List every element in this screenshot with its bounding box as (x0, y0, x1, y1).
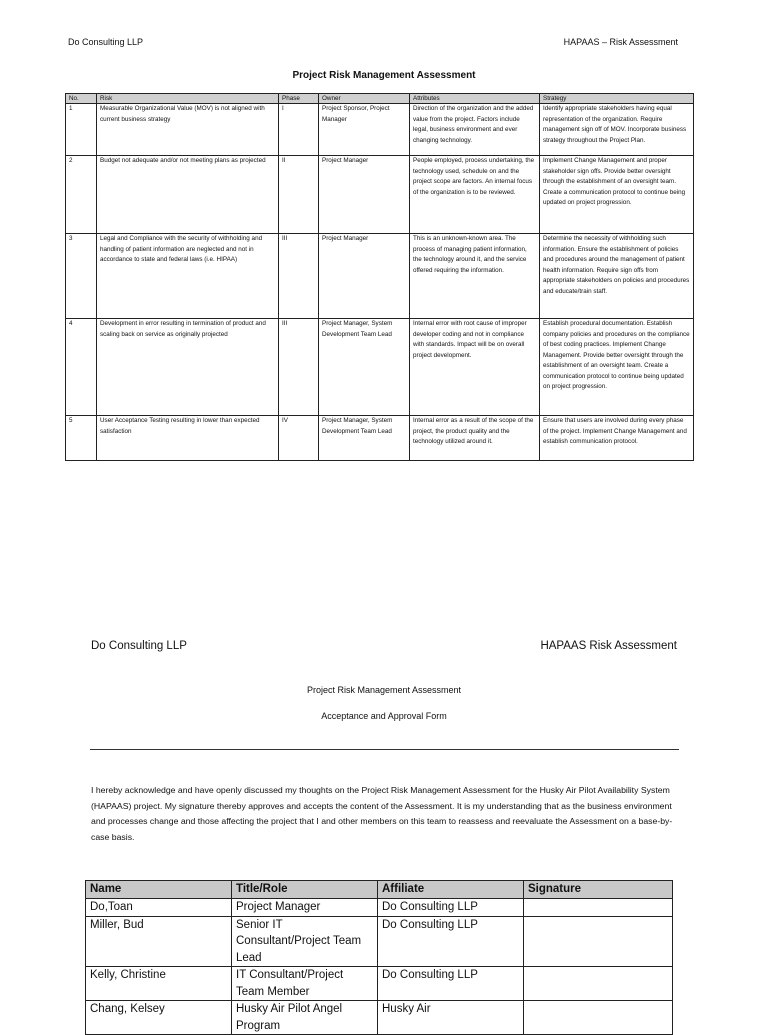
form-subtitle: Acceptance and Approval Form (321, 711, 447, 721)
table-row (86, 916, 673, 967)
signature-field[interactable] (524, 916, 673, 967)
table-row (66, 234, 694, 319)
cell-phase: III (279, 234, 319, 319)
cell-no: 4 (66, 319, 97, 416)
cell-attributes: People employed, process undertaking, the technology used, schedule on and the project scope are factors. An internal focus of the organization is to be reviewed. (410, 156, 540, 234)
cell-title-role: Husky Air Pilot Angel Program (232, 1001, 378, 1035)
cell-strategy: Determine the necessity of withholding such information. Ensure the establishment of policies and procedures around the management of patient health information. Require sign offs from appropriate stakeholders on policies and procedures and educate/train staff. (540, 234, 694, 319)
cell-name: Miller, Bud (86, 916, 232, 967)
table-row (86, 899, 673, 917)
page1-title: Project Risk Management Assessment (292, 70, 476, 81)
col-header-title-role: Title/Role (232, 881, 378, 899)
cell-no: 3 (66, 234, 97, 319)
cell-name: Do,Toan (86, 899, 232, 917)
table-row (66, 416, 694, 461)
cell-name: Kelly, Christine (86, 967, 232, 1001)
cell-title-role: Senior IT Consultant/Project Team Lead (232, 916, 378, 967)
page1-header (68, 37, 678, 51)
cell-owner: Project Manager (319, 156, 410, 234)
cell-title-role: IT Consultant/Project Team Member (232, 967, 378, 1001)
cell-affiliate: Do Consulting LLP (378, 967, 524, 1001)
company-name: Do Consulting LLP (91, 640, 187, 652)
cell-no: 2 (66, 156, 97, 234)
cell-attributes: This is an unknown-known area. The process of managing patient information, the technology around it, and the service offered requiring the information. (410, 234, 540, 319)
col-header-attributes: Attributes (410, 94, 540, 104)
table-row (66, 319, 694, 416)
signature-field[interactable] (524, 899, 673, 917)
risk-table (65, 93, 694, 461)
cell-owner: Project Manager (319, 234, 410, 319)
cell-owner: Project Manager, System Development Team Lead (319, 416, 410, 461)
cell-strategy: Identify appropriate stakeholders having equal representation of the organization. Require management sign off of MOV. Incorporate business strategy throughout the Project Plan. (540, 104, 694, 156)
approval-table (85, 880, 673, 1035)
signature-field[interactable] (524, 967, 673, 1001)
cell-risk: Measurable Organizational Value (MOV) is not aligned with current business strategy (97, 104, 279, 156)
cell-strategy: Ensure that users are involved during every phase of the project. Implement Change Management and establish communication protocol. (540, 416, 694, 461)
cell-no: 5 (66, 416, 97, 461)
col-header-signature: Signature (524, 881, 673, 899)
cell-strategy: Establish procedural documentation. Establish company policies and procedures on the compliance of best coding practices. Implement Change Management. Provide better oversight through the establishment of an oversight team. Create a communication protocol to continue being updated on project progression. (540, 319, 694, 416)
cell-risk: Legal and Compliance with the security of withholding and handling of patient information are neglected and not in accordance to state and federal laws (i.e. HIPAA) (97, 234, 279, 319)
col-header-risk: Risk (97, 94, 279, 104)
table-row (86, 1001, 673, 1035)
col-header-strategy: Strategy (540, 94, 694, 104)
cell-title-role: Project Manager (232, 899, 378, 917)
table-row (86, 967, 673, 1001)
cell-name: Chang, Kelsey (86, 1001, 232, 1035)
cell-phase: IV (279, 416, 319, 461)
cell-phase: II (279, 156, 319, 234)
table-row (66, 156, 694, 234)
cell-affiliate: Do Consulting LLP (378, 916, 524, 967)
cell-owner: Project Sponsor, Project Manager (319, 104, 410, 156)
divider (90, 749, 679, 750)
company-name: Do Consulting LLP (68, 37, 144, 47)
col-header-no: No. (66, 94, 97, 104)
acknowledgement-text: I hereby acknowledge and have openly discussed my thoughts on the Project Risk Management Assessment for the Husky Air Pilot Availability System (HAPAAS) project. My signature thereby approves and accepts the content of the Assessment. It is my understanding that as the business environment and processes change and those affecting the project that I and other members on this team to reassess and reevaluate the Assessment on a base-by-case basis. (91, 785, 673, 842)
cell-attributes: Direction of the organization and the added value from the project. Factors include legal, business environment and ever changing technology. (410, 104, 540, 156)
col-header-affiliate: Affiliate (378, 881, 524, 899)
cell-risk: Development in error resulting in termination of product and scaling back on service as originally projected (97, 319, 279, 416)
col-header-owner: Owner (319, 94, 410, 104)
signature-field[interactable] (524, 1001, 673, 1035)
cell-affiliate: Do Consulting LLP (378, 899, 524, 917)
cell-phase: I (279, 104, 319, 156)
cell-strategy: Implement Change Management and proper stakeholder sign offs. Provide better oversight through the establishment of an oversight team. Create a communication protocol to continue being updated on project progression. (540, 156, 694, 234)
cell-risk: User Acceptance Testing resulting in lower than expected satisfaction (97, 416, 279, 461)
cell-attributes: Internal error with root cause of improper developer coding and not in compliance with standards. Impact will be on overall project development. (410, 319, 540, 416)
risk-table-header (66, 94, 694, 104)
col-header-name: Name (86, 881, 232, 899)
cell-phase: III (279, 319, 319, 416)
document-label: HAPAAS – Risk Assessment (563, 37, 678, 47)
form-title: Project Risk Management Assessment (306, 685, 462, 695)
document-label: HAPAAS Risk Assessment (540, 640, 677, 652)
cell-affiliate: Husky Air (378, 1001, 524, 1035)
table-row (66, 104, 694, 156)
col-header-phase: Phase (279, 94, 319, 104)
approval-table-header (86, 881, 673, 899)
cell-risk: Budget not adequate and/or not meeting plans as projected (97, 156, 279, 234)
cell-no: 1 (66, 104, 97, 156)
cell-attributes: Internal error as a result of the scope of the project, the product quality and the technology utilized around it. (410, 416, 540, 461)
page2-header (91, 640, 677, 656)
cell-owner: Project Manager, System Development Team Lead (319, 319, 410, 416)
